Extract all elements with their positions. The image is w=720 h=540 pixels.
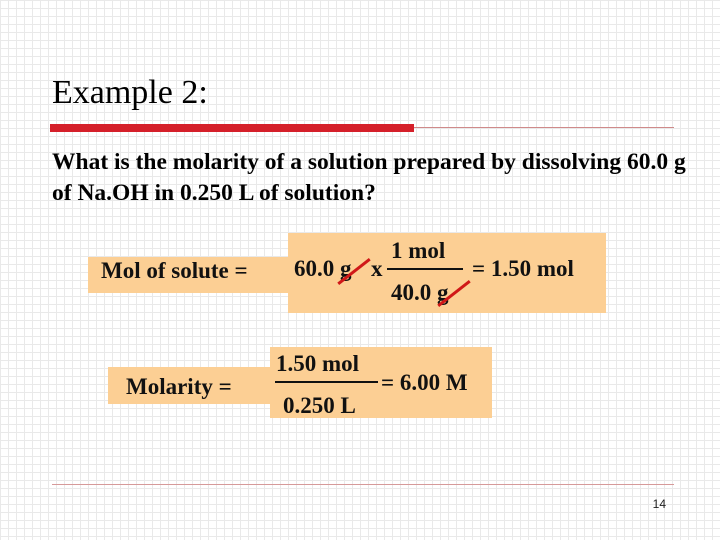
slide-title: Example 2: (52, 74, 208, 111)
question-text: What is the molarity of a solution prepared by dissolving 60.0 g of Na.OH in 0.250 L of solution? (52, 149, 686, 206)
page-number: 14 (652, 497, 666, 511)
footer-rule (52, 484, 674, 485)
equation-1-result: = 1.50 mol (472, 256, 574, 281)
equation-2-numerator: 1.50 mol (276, 351, 360, 376)
equation-1-fraction-bar (387, 268, 463, 270)
equation-2-result: = 6.00 M (381, 370, 468, 395)
equation-2-label: Molarity = (126, 374, 232, 399)
equation-1-mass: 60.0 g (294, 256, 352, 281)
equation-2-fraction-bar (275, 381, 378, 383)
equation-1-numerator: 1 mol (391, 238, 446, 263)
title-underline-thin (414, 127, 674, 128)
equation-1-times: x (371, 256, 383, 281)
title-underline-red (50, 124, 414, 132)
equation-1-label: Mol of solute = (101, 258, 248, 283)
equation-1-denominator: 40.0 g (391, 280, 449, 305)
equation-2-denominator: 0.250 L (283, 393, 356, 418)
